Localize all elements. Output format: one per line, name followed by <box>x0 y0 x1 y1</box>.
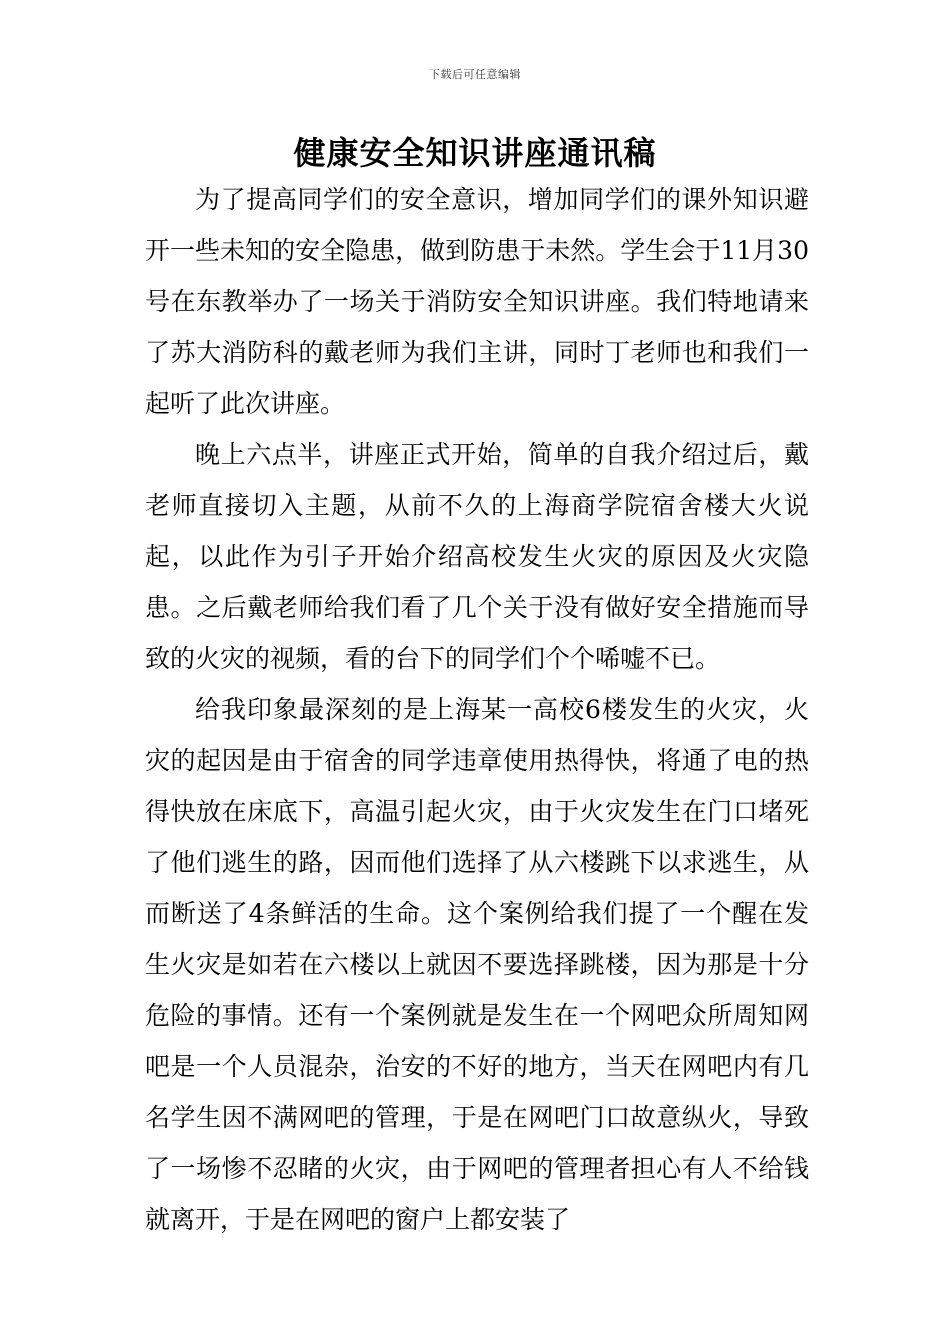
header-note: 下载后可任意编辑 <box>429 68 521 81</box>
paragraph-1: 为了提高同学们的安全意识，增加同学们的课外知识避开一些未知的安全隐患，做到防患于未然。学生会于11月30号在东教举办了一场关于消防安全知识讲座。我们特地请来了苏大消防科的戴老师为我们主讲，同时丁老师也和我们一起听了此次讲座。 <box>145 185 809 418</box>
document-body <box>145 174 809 1245</box>
document-title: 健康安全知识讲座通讯稿 <box>293 134 657 172</box>
paragraph-2: 晚上六点半，讲座正式开始，简单的自我介绍过后，戴老师直接切入主题，从前不久的上海商学院宿舍楼大火说起，以此作为引子开始介绍高校发生火灾的原因及火灾隐患。之后戴老师给我们看了几个关于没有做好安全措施而导致的火灾的视频，看的台下的同学们个个唏嘘不已。 <box>145 440 809 673</box>
paragraph-3: 给我印象最深刻的是上海某一高校6楼发生的火灾，火灾的起因是由于宿舍的同学违章使用热得快，将通了电的热得快放在床底下，高温引起火灾，由于火灾发生在门口堵死了他们逃生的路，因而他们选择了从六楼跳下以求逃生，从而断送了4条鲜活的生命。这个案例给我们提了一个醒在发生火灾是如若在六楼以上就因不要选择跳楼，因为那是十分危险的事情。还有一个案例就是发生在一个网吧众所周知网吧是一个人员混杂，治安的不好的地方，当天在网吧内有几名学生因不满网吧的管理，于是在网吧门口故意纵火，导致了一场惨不忍睹的火灾，由于网吧的管理者担心有人不给钱就离开，于是在网吧的窗户上都安装了 <box>145 695 809 1234</box>
